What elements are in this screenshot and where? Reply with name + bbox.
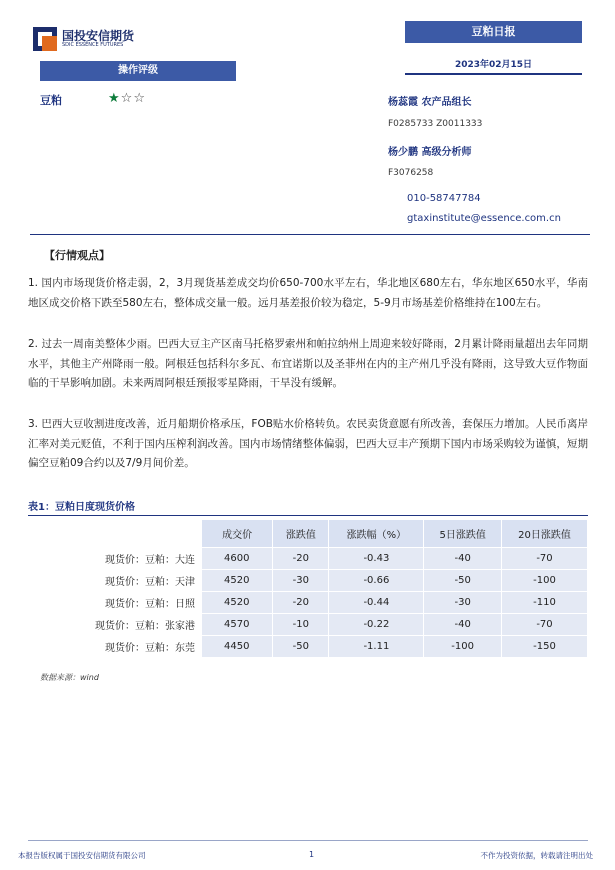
footer-divider xyxy=(28,840,588,841)
table-row xyxy=(29,592,588,614)
header-5d-change: 5日涨跌值 xyxy=(424,520,502,548)
star-empty-icon: ☆ xyxy=(133,91,146,106)
logo-en-text: SDIC ESSENCE FUTURES xyxy=(62,42,124,48)
cell-change: -10 xyxy=(273,614,329,636)
cell-20d-change: -70 xyxy=(501,614,587,636)
report-name-banner: 豆粕日报 xyxy=(405,21,582,43)
cell-5d-change: -40 xyxy=(424,614,502,636)
logo-cn-text: 国投安信期货 xyxy=(62,29,135,43)
table-header-row xyxy=(29,520,588,548)
table-caption-divider xyxy=(28,515,588,516)
cell-deal-price: 4520 xyxy=(202,570,273,592)
report-date: 2023年02月15日 xyxy=(454,60,533,70)
paragraph-2: 2. 过去一周南美整体少雨。巴西大豆主产区南马托格罗索州和帕拉纳州上周迎来较好降雨，2月累计降雨量超出去年同期水平，其他主产州降雨一般。阿根廷包括科尔多瓦、布宜诺斯以及圣菲州在内的主产州几乎没有降雨，这导致大豆作物面临的干旱影响加剧。未来两周阿根廷预报零星降雨，干旱没有缓解。 xyxy=(28,338,588,389)
cell-change-pct: -0.44 xyxy=(329,592,424,614)
paragraph-1: 1. 国内市场现货价格走弱，2，3月现货基差成交均价650-700水平左右，华北地区680左右，华东地区650水平，华南地区成交价格下跌至580左右，整体成交量一般。远月基差报价较为稳定，5-9月市场基差价格维持在100左右。 xyxy=(28,277,588,309)
row-label: 现货价：豆粕：东莞 xyxy=(29,636,202,658)
row-label: 现货价：豆粕：张家港 xyxy=(29,614,202,636)
date-divider xyxy=(405,73,582,75)
data-source: 数据来源：wind xyxy=(40,673,99,682)
cell-change: -20 xyxy=(273,548,329,570)
cell-deal-price: 4570 xyxy=(202,614,273,636)
table-row xyxy=(29,614,588,636)
cell-20d-change: -100 xyxy=(501,570,587,592)
contact-email[interactable]: gtaxinstitute@essence.com.cn xyxy=(407,213,561,224)
cell-change-pct: -0.22 xyxy=(329,614,424,636)
cell-20d-change: -70 xyxy=(501,548,587,570)
header-divider xyxy=(30,234,590,235)
header-deal-price: 成交价 xyxy=(202,520,273,548)
cell-deal-price: 4600 xyxy=(202,548,273,570)
cell-deal-price: 4520 xyxy=(202,592,273,614)
page-number: 1 xyxy=(309,850,315,859)
table-row xyxy=(29,570,588,592)
analyst-2-name: 杨少鹏 高级分析师 xyxy=(388,147,472,158)
analyst-1-id: F0285733 Z0011333 xyxy=(388,119,483,129)
rating-banner: 操作评级 xyxy=(40,61,236,81)
cell-change: -50 xyxy=(273,636,329,658)
table-corner-cell xyxy=(29,520,202,548)
row-label: 现货价：豆粕：日照 xyxy=(29,592,202,614)
cell-20d-change: -110 xyxy=(501,592,587,614)
cell-20d-change: -150 xyxy=(501,636,587,658)
company-logo-icon xyxy=(33,27,57,51)
cell-5d-change: -100 xyxy=(424,636,502,658)
table-row xyxy=(29,636,588,658)
cell-deal-price: 4450 xyxy=(202,636,273,658)
cell-change-pct: -0.66 xyxy=(329,570,424,592)
analyst-2-id: F3076258 xyxy=(388,168,434,178)
cell-5d-change: -30 xyxy=(424,592,502,614)
analyst-1-name: 杨蕊霞 农产品组长 xyxy=(388,97,472,108)
cell-change: -30 xyxy=(273,570,329,592)
price-table xyxy=(28,519,588,658)
footer-disclaimer: 不作为投资依据，转载请注明出处 xyxy=(480,851,593,860)
commodity-name: 豆粕 xyxy=(40,94,62,107)
paragraph-3: 3. 巴西大豆收割进度改善，近月船期价格承压，FOB贴水价格转负。农民卖货意愿有所改善，套保压力增加。人民币离岸汇率对美元贬值，不利于国内压榨利润改善。国内市场情绪整体偏弱，巴西大豆丰产预期下国内市场采购较为谨慎，短期偏空豆粕09合约以及7/9月间价差。 xyxy=(28,418,588,469)
rating-stars xyxy=(108,91,146,106)
cell-5d-change: -40 xyxy=(424,548,502,570)
cell-change: -20 xyxy=(273,592,329,614)
header-change: 涨跌值 xyxy=(273,520,329,548)
footer-copyright: 本报告版权属于国投安信期货有限公司 xyxy=(18,851,146,860)
section-title: 【行情观点】 xyxy=(44,249,110,262)
star-filled-icon: ★ xyxy=(108,91,121,106)
cell-5d-change: -50 xyxy=(424,570,502,592)
cell-change-pct: -1.11 xyxy=(329,636,424,658)
header-20d-change: 20日涨跌值 xyxy=(501,520,587,548)
table-caption: 表1：豆粕日度现货价格 xyxy=(28,502,135,513)
row-label: 现货价：豆粕：大连 xyxy=(29,548,202,570)
table-row xyxy=(29,548,588,570)
star-empty-icon: ☆ xyxy=(120,91,134,106)
header-change-pct: 涨跌幅（%） xyxy=(329,520,424,548)
cell-change-pct: -0.43 xyxy=(329,548,424,570)
contact-phone: 010-58747784 xyxy=(407,193,481,204)
row-label: 现货价：豆粕：天津 xyxy=(29,570,202,592)
